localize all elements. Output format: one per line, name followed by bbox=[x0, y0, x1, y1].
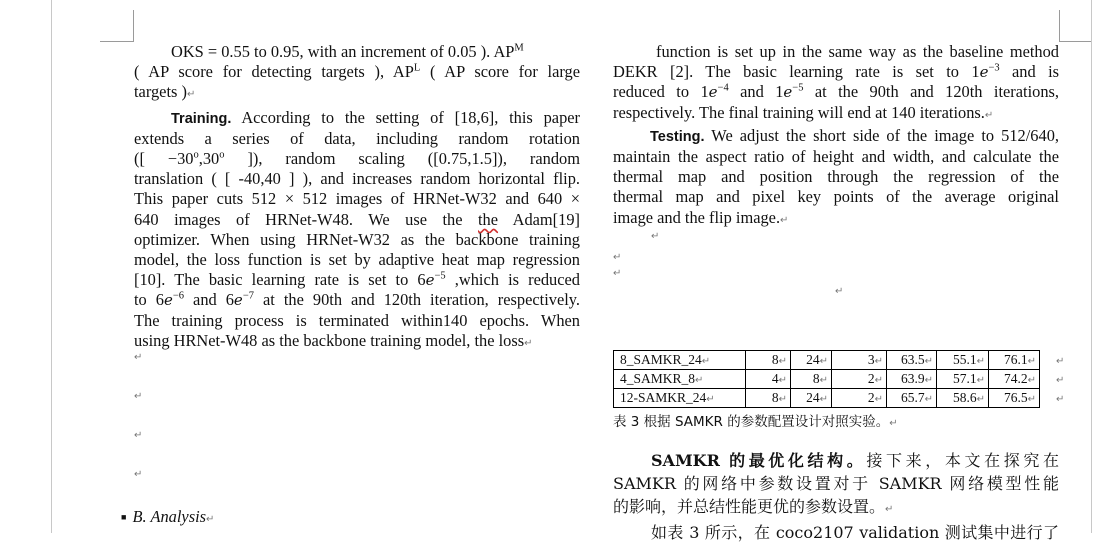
value-cell bbox=[989, 351, 1040, 370]
text-line: SAMKR 的网络中参数设置对于 SAMKR 网络模型性能 bbox=[613, 474, 1059, 493]
superscript: −5 bbox=[792, 82, 804, 94]
cell-text: 65.7 bbox=[900, 390, 925, 405]
empty-paragraph-mark: ↵ bbox=[134, 352, 143, 363]
superscript: o bbox=[193, 149, 199, 161]
cell-text: 24 bbox=[806, 390, 820, 405]
superscript: −6 bbox=[172, 290, 185, 302]
text-line: model, the loss function is set by adaptive heat map regression bbox=[134, 250, 580, 270]
value-cell bbox=[887, 370, 937, 389]
text-line: at the 90th and 120th iteration, respectively. bbox=[253, 290, 580, 310]
text-line: thermal map and position through the regression of the bbox=[613, 167, 1059, 187]
cell-end-mark: ↵ bbox=[924, 375, 933, 386]
text-line: ,30 bbox=[198, 149, 220, 169]
cell-text: 12-SAMKR_24 bbox=[620, 390, 707, 405]
crop-mark-top-left-h bbox=[100, 41, 134, 42]
cell-text: 63.9 bbox=[900, 371, 925, 386]
model-name-cell bbox=[614, 351, 746, 370]
cell-end-mark: ↵ bbox=[778, 394, 787, 405]
text-line: ,which is reduced bbox=[445, 270, 580, 290]
bullet-icon: ■ bbox=[121, 512, 127, 522]
cell-end-mark: ↵ bbox=[976, 375, 985, 386]
cell-end-mark: ↵ bbox=[924, 394, 933, 405]
cell-end-mark: ↵ bbox=[695, 375, 704, 386]
text-line: extends a series of data, including random rotation bbox=[134, 128, 580, 148]
text-line: and is bbox=[999, 62, 1060, 82]
cell-text: 76.1 bbox=[1003, 352, 1028, 367]
section-heading bbox=[121, 507, 214, 527]
paragraph-mark: ↵ bbox=[780, 214, 789, 226]
cell-text: 4_SAMKR_8 bbox=[620, 371, 696, 386]
value-cell bbox=[746, 389, 791, 408]
superscript: M bbox=[514, 42, 524, 54]
cell-text: 55.1 bbox=[952, 352, 977, 367]
superscript: −4 bbox=[717, 82, 729, 94]
cell-end-mark: ↵ bbox=[819, 394, 828, 405]
value-cell bbox=[746, 351, 791, 370]
text-line: reduced to 1 bbox=[613, 82, 709, 102]
text-line: image and the flip image. bbox=[613, 207, 781, 227]
crop-mark-top-left-v bbox=[133, 10, 134, 42]
paragraph-mark: ↵ bbox=[889, 418, 898, 429]
text-line: function is set up in the same way as the baseline method bbox=[656, 42, 1059, 61]
value-cell bbox=[937, 370, 989, 389]
page-edge-left bbox=[51, 0, 52, 533]
cell-end-mark: ↵ bbox=[819, 356, 828, 367]
value-cell bbox=[989, 370, 1040, 389]
text-line: ]), random scaling ([0.75,1.5]), random bbox=[224, 149, 580, 169]
empty-paragraph-mark: ↵ bbox=[134, 391, 143, 402]
cell-end-mark: ↵ bbox=[1027, 375, 1036, 386]
left-column bbox=[134, 42, 580, 354]
spelling-error[interactable]: the bbox=[478, 209, 499, 229]
cell-text: 58.6 bbox=[952, 390, 977, 405]
value-cell bbox=[791, 389, 832, 408]
text-line: [10]. The basic learning rate is set to 6 bbox=[134, 270, 426, 290]
text-line: 接下来，本文在探究在 bbox=[866, 451, 1059, 470]
paragraph-mark: ↵ bbox=[524, 337, 533, 349]
superscript: −7 bbox=[242, 290, 254, 302]
text-line: This paper cuts 512 × 512 images of HRNet-W32 and 640 × bbox=[134, 189, 580, 209]
value-cell bbox=[937, 389, 989, 408]
cell-text: 8 bbox=[812, 371, 820, 386]
math-e: e bbox=[708, 83, 718, 102]
value-cell bbox=[791, 351, 832, 370]
cell-text: 8 bbox=[771, 390, 779, 405]
paragraph-mark: ↵ bbox=[206, 514, 215, 525]
cell-end-mark: ↵ bbox=[976, 356, 985, 367]
superscript: o bbox=[219, 149, 225, 161]
value-cell bbox=[832, 370, 887, 389]
text-line: translation ( [ -40,40 ] ), and increases random horizontal flip. bbox=[134, 169, 580, 189]
value-cell bbox=[989, 389, 1040, 408]
cell-text: 74.2 bbox=[1003, 371, 1028, 386]
empty-paragraph-mark: ↵ bbox=[134, 430, 143, 441]
value-cell bbox=[832, 389, 887, 408]
text-line: maintain the aspect ratio of height and width, and calculate the bbox=[613, 147, 1059, 167]
empty-paragraph-mark: ↵ bbox=[651, 231, 660, 242]
cell-text: 2 bbox=[867, 371, 875, 386]
math-e: e bbox=[783, 83, 793, 102]
text-line: at the 90th and 120th iterations, bbox=[803, 82, 1059, 102]
cell-end-mark: ↵ bbox=[819, 375, 828, 386]
math-e: e bbox=[425, 271, 435, 290]
text-line: 如表 3 所示，在 coco2107 validation 测试集中进行了 bbox=[651, 523, 1059, 542]
text-line: 的影响，并总结性能更优的参数设置。 bbox=[613, 497, 886, 516]
cell-end-mark: ↵ bbox=[778, 375, 787, 386]
chinese-paragraph bbox=[613, 449, 1059, 544]
cell-end-mark: ↵ bbox=[706, 394, 715, 405]
text-line: and 1 bbox=[728, 82, 784, 102]
row-end-mark: ↵ bbox=[1056, 356, 1065, 367]
value-cell bbox=[937, 351, 989, 370]
math-e: e bbox=[979, 63, 989, 82]
text-line: ([ −30 bbox=[134, 149, 194, 169]
cell-text: 2 bbox=[867, 390, 875, 405]
text-line: Adam[19] bbox=[498, 209, 580, 229]
table-caption bbox=[613, 410, 898, 430]
heading-text: B. Analysis bbox=[132, 507, 207, 526]
text-line: DEKR [2]. The basic learning rate is set to 1 bbox=[613, 62, 980, 82]
text-line: ( AP score for large bbox=[420, 62, 580, 82]
model-name-cell bbox=[614, 370, 746, 389]
value-cell bbox=[791, 370, 832, 389]
cell-end-mark: ↵ bbox=[874, 375, 883, 386]
text-line: to 6 bbox=[134, 290, 164, 310]
text-line: respectively. The final training will end at 140 iterations. bbox=[613, 102, 985, 122]
value-cell bbox=[887, 389, 937, 408]
text-line: The training process is terminated within140 epochs. When bbox=[134, 310, 580, 330]
paragraph-metrics bbox=[134, 42, 580, 106]
text-line: using HRNet-W48 as the backbone training model, the loss bbox=[134, 330, 525, 350]
value-cell bbox=[832, 351, 887, 370]
empty-paragraph-mark: ↵ bbox=[134, 469, 143, 480]
cell-text: 76.5 bbox=[1003, 390, 1028, 405]
cell-end-mark: ↵ bbox=[924, 356, 933, 367]
empty-paragraph-mark: ↵ bbox=[613, 252, 622, 263]
value-cell bbox=[746, 370, 791, 389]
crop-mark-top-right-h bbox=[1059, 41, 1091, 42]
cell-end-mark: ↵ bbox=[701, 356, 711, 367]
bold-heading: SAMKR 的最优化结构。 bbox=[651, 451, 867, 470]
testing-label: Testing. bbox=[650, 128, 705, 145]
text-line: OKS = 0.55 to 0.95, with an increment of 0.05 ). AP bbox=[171, 42, 515, 61]
cell-text: 8 bbox=[771, 352, 779, 367]
value-cell bbox=[887, 351, 937, 370]
cell-end-mark: ↵ bbox=[874, 394, 883, 405]
text-line: and 6 bbox=[184, 290, 234, 310]
cell-end-mark: ↵ bbox=[976, 394, 985, 405]
superscript: −5 bbox=[434, 270, 446, 282]
training-label: Training. bbox=[171, 110, 232, 127]
paragraph-mark: ↵ bbox=[984, 109, 994, 121]
math-e: e bbox=[233, 291, 243, 310]
row-end-mark: ↵ bbox=[1056, 375, 1065, 386]
text-line: According to the setting of [18,6], this paper bbox=[231, 107, 580, 127]
crop-mark-top-right-v bbox=[1059, 10, 1060, 42]
text-line: thermal map and pixel key points of the average original bbox=[613, 187, 1059, 207]
table-row bbox=[614, 389, 1040, 408]
math-e: e bbox=[163, 291, 173, 310]
text-line: We adjust the short side of the image to 512/640, bbox=[704, 125, 1059, 145]
cell-end-mark: ↵ bbox=[1027, 356, 1036, 367]
text-line: ( AP score for detecting targets ), AP bbox=[134, 62, 414, 82]
superscript: L bbox=[413, 62, 421, 74]
paragraph-mark: ↵ bbox=[186, 89, 196, 101]
page-edge-right bbox=[1091, 0, 1092, 533]
cell-text: 8_SAMKR_24 bbox=[620, 352, 702, 367]
superscript: −3 bbox=[988, 62, 1000, 74]
table-row bbox=[614, 370, 1040, 389]
paragraph-mark: ↵ bbox=[885, 504, 894, 515]
text-line: targets ) bbox=[134, 82, 187, 102]
cell-text: 63.5 bbox=[900, 352, 925, 367]
paragraph-training bbox=[134, 108, 580, 354]
row-end-mark: ↵ bbox=[1056, 394, 1065, 405]
cell-text: 3 bbox=[867, 352, 875, 367]
config-table bbox=[613, 350, 1040, 408]
right-column bbox=[613, 42, 1059, 231]
text-line: optimizer. When using HRNet-W32 as the backbone training bbox=[134, 229, 580, 249]
cell-end-mark: ↵ bbox=[1027, 394, 1036, 405]
model-name-cell bbox=[614, 389, 746, 408]
cell-end-mark: ↵ bbox=[778, 356, 787, 367]
cell-text: 57.1 bbox=[952, 371, 977, 386]
cell-text: 4 bbox=[771, 371, 779, 386]
empty-paragraph-mark: ↵ bbox=[835, 286, 844, 297]
cell-end-mark: ↵ bbox=[874, 356, 883, 367]
table-row bbox=[614, 351, 1040, 370]
empty-paragraph-mark: ↵ bbox=[613, 268, 622, 279]
text-line: 640 images of HRNet-W48. We use the bbox=[134, 209, 478, 229]
caption-text: 表 3 根据 SAMKR 的参数配置设计对照实验。 bbox=[613, 414, 890, 430]
cell-text: 24 bbox=[806, 352, 820, 367]
